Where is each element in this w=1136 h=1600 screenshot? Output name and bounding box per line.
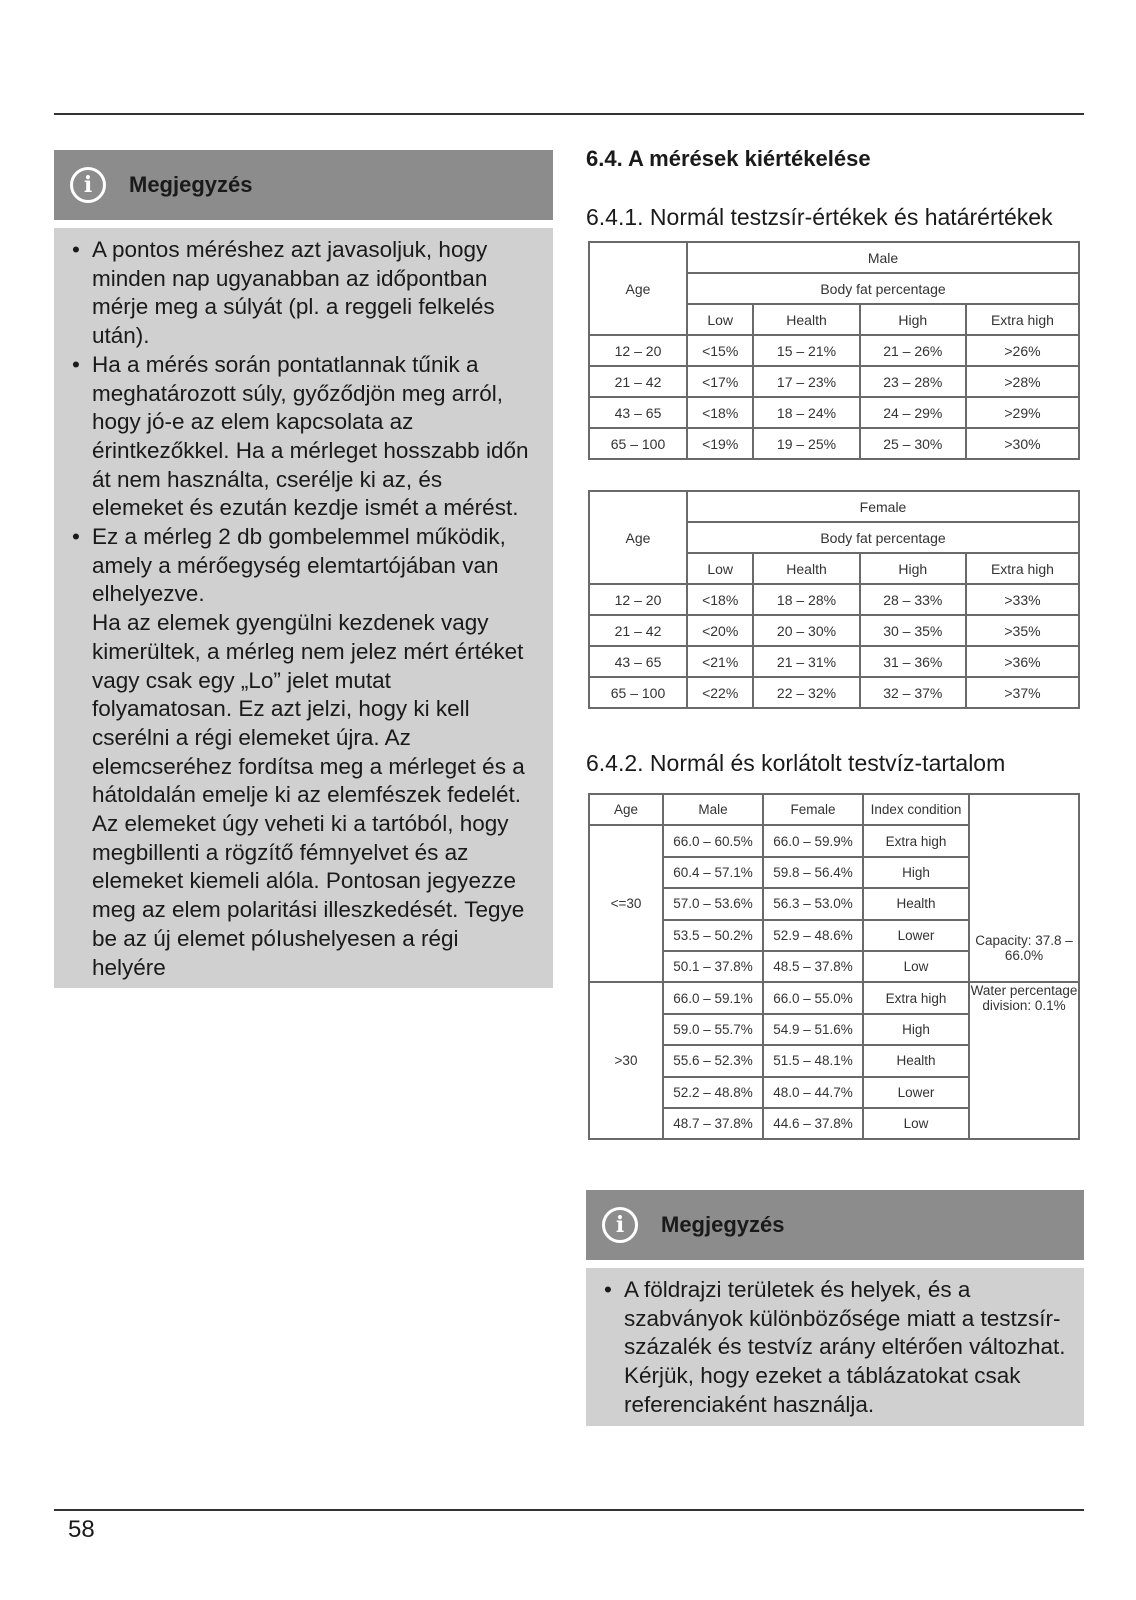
- table-header-age: Age: [589, 242, 687, 335]
- table-cell: <20%: [687, 615, 753, 646]
- table-header-bfp: Body fat percentage: [687, 273, 1079, 304]
- table-cell: 66.0 – 59.9%: [763, 825, 863, 856]
- table-cell: 25 – 30%: [860, 428, 966, 459]
- list-item: [72, 523, 535, 982]
- table-cell: >37%: [966, 677, 1079, 708]
- table-cell: 23 – 28%: [860, 366, 966, 397]
- table-cell: >33%: [966, 584, 1079, 615]
- table-cell: 21 – 42: [589, 615, 687, 646]
- list-item: • A pontos méréshez azt javasoljuk, hogy minden nap ugyanabban az időpontban mérje meg a súlyát (pl. a reggeli felkelés után).: [72, 236, 535, 351]
- table-row: [589, 584, 1079, 615]
- table-cell: 48.7 – 37.8%: [663, 1108, 763, 1139]
- subsection-title-water: 6.4.2. Normál és korlátolt testvíz-tartalom: [586, 750, 1006, 776]
- table-row: [589, 366, 1079, 397]
- table-cell: 48.5 – 37.8%: [763, 951, 863, 982]
- table-row: [589, 335, 1079, 366]
- table-cell: >36%: [966, 646, 1079, 677]
- table-header-low: Low: [687, 553, 753, 584]
- bottom-rule: [54, 1509, 1084, 1511]
- note-header: [586, 1190, 1084, 1260]
- table-cell: 55.6 – 52.3%: [663, 1045, 763, 1076]
- table-header-age: Age: [589, 491, 687, 584]
- table-row: [589, 677, 1079, 708]
- table-cell: <17%: [687, 366, 753, 397]
- age-group-cell: <=30: [589, 825, 663, 982]
- table-cell: <19%: [687, 428, 753, 459]
- table-header-high: High: [860, 553, 966, 584]
- table-cell: 48.0 – 44.7%: [763, 1077, 863, 1108]
- table-row: [589, 428, 1079, 459]
- list-item-text: Ha az elemek gyengülni kezdenek vagy kimerültek, a mérleg nem jelez mért értéket vagy csak egy „Lo” jelet mutat folyamatosan. Ez azt jelzi, hogy ki kell cserélni a régi elemeket újra. Az elemcseréhez fordítsa meg a mérleget és a hátoldalán emelje ki az elemfészek fedelét. Az elemeket úgy veheti ki a tartóból, hogy megbillenti a rögzítő fémnyelvet és az elemeket kiemeli alóla. Pontosan jegyezze meg az elem polaritási illeszkedését. Tegye be az új elemet póIushelyesen a régi helyére: [92, 610, 525, 980]
- table-cell: 18 – 28%: [753, 584, 859, 615]
- table-cell: 17 – 23%: [753, 366, 859, 397]
- table-cell: 28 – 33%: [860, 584, 966, 615]
- note-box-left: [54, 150, 553, 988]
- table-cell: >28%: [966, 366, 1079, 397]
- body-water-table: [588, 793, 1080, 1140]
- table-cell: >26%: [966, 335, 1079, 366]
- note-body: [54, 228, 553, 988]
- table-cell: 66.0 – 55.0%: [763, 982, 863, 1013]
- table-cell: 43 – 65: [589, 397, 687, 428]
- division-cell: Water percentage division: 0.1%: [969, 982, 1079, 1139]
- table-header-index: Index condition: [863, 794, 969, 825]
- table-cell: Lower: [863, 1077, 969, 1108]
- note-list: [604, 1276, 1066, 1420]
- note-box-right: [586, 1190, 1084, 1426]
- table-cell: Low: [863, 951, 969, 982]
- table-cell: 20 – 30%: [753, 615, 859, 646]
- list-item-text: • Ez a mérleg 2 db gombelemmel működik, amely a mérőegység elemtartójában van elhelyezve.: [92, 524, 506, 607]
- table-cell: Extra high: [863, 825, 969, 856]
- info-icon: i: [70, 167, 106, 203]
- table-cell: 21 – 31%: [753, 646, 859, 677]
- note-heading: Megjegyzés: [129, 172, 253, 197]
- table-cell: 31 – 36%: [860, 646, 966, 677]
- table-row: [589, 646, 1079, 677]
- table-cell: <21%: [687, 646, 753, 677]
- male-bodyfat-table: [588, 241, 1080, 460]
- table-cell: 12 – 20: [589, 584, 687, 615]
- top-rule: [54, 113, 1084, 115]
- table-header-male: Male: [663, 794, 763, 825]
- table-row: [589, 397, 1079, 428]
- table-cell: >35%: [966, 615, 1079, 646]
- table-cell: >30%: [966, 428, 1079, 459]
- table-cell: 57.0 – 53.6%: [663, 888, 763, 919]
- table-cell: 65 – 100: [589, 677, 687, 708]
- table-row: [589, 615, 1079, 646]
- note-body: [586, 1268, 1084, 1426]
- table-cell: 30 – 35%: [860, 615, 966, 646]
- note-list: [72, 236, 535, 982]
- table-cell: 52.2 – 48.8%: [663, 1077, 763, 1108]
- table-cell: 60.4 – 57.1%: [663, 857, 763, 888]
- table-cell: 56.3 – 53.0%: [763, 888, 863, 919]
- table-header-high: High: [860, 304, 966, 335]
- table-header-gender: Male: [687, 242, 1079, 273]
- table-cell: <18%: [687, 397, 753, 428]
- table-cell: 66.0 – 59.1%: [663, 982, 763, 1013]
- table-header-extra-high: Extra high: [966, 553, 1079, 584]
- table-cell: 43 – 65: [589, 646, 687, 677]
- capacity-cell: Capacity: 37.8 – 66.0%: [969, 794, 1079, 982]
- table-cell: 65 – 100: [589, 428, 687, 459]
- list-item: • Ha a mérés során pontatlannak tűnik a meghatározott súly, győződjön meg arról, hogy jó-e az elem kapcsolata az érintkezőkkel. Ha a mérleget hosszabb időn át nem használta, cserélje ki az, és elemeket és ezután kezdje ismét a mérést.: [72, 351, 535, 523]
- table-cell: Health: [863, 888, 969, 919]
- table-cell: Low: [863, 1108, 969, 1139]
- table-cell: 21 – 26%: [860, 335, 966, 366]
- info-icon: i: [602, 1207, 638, 1243]
- table-cell: Extra high: [863, 982, 969, 1013]
- table-cell: Health: [863, 1045, 969, 1076]
- table-header-extra-high: Extra high: [966, 304, 1079, 335]
- table-header-health: Health: [753, 304, 859, 335]
- table-row: [589, 982, 1079, 1013]
- female-bodyfat-table: [588, 490, 1080, 709]
- table-cell: 54.9 – 51.6%: [763, 1014, 863, 1045]
- table-cell: 21 – 42: [589, 366, 687, 397]
- table-cell: 52.9 – 48.6%: [763, 920, 863, 951]
- table-cell: <18%: [687, 584, 753, 615]
- table-cell: 19 – 25%: [753, 428, 859, 459]
- table-cell: >29%: [966, 397, 1079, 428]
- table-cell: 24 – 29%: [860, 397, 966, 428]
- table-header-bfp: Body fat percentage: [687, 522, 1079, 553]
- page-number: 58: [68, 1516, 95, 1543]
- note-header: [54, 150, 553, 220]
- table-cell: 59.0 – 55.7%: [663, 1014, 763, 1045]
- table-cell: 15 – 21%: [753, 335, 859, 366]
- table-header-low: Low: [687, 304, 753, 335]
- table-cell: 66.0 – 60.5%: [663, 825, 763, 856]
- list-item: • A földrajzi területek és helyek, és a szabványok különbözősége miatt a testzsír-százalék és testvíz arány eltérően változhat. Kérjük, hogy ezeket a táblázatokat csak referenciaként használja.: [604, 1276, 1066, 1420]
- table-header-health: Health: [753, 553, 859, 584]
- table-cell: 50.1 – 37.8%: [663, 951, 763, 982]
- table-cell: 12 – 20: [589, 335, 687, 366]
- table-cell: 18 – 24%: [753, 397, 859, 428]
- table-cell: <22%: [687, 677, 753, 708]
- table-cell: High: [863, 1014, 969, 1045]
- note-heading: Megjegyzés: [661, 1212, 785, 1237]
- section-title: 6.4. A mérések kiértékelése: [586, 146, 871, 171]
- table-cell: 51.5 – 48.1%: [763, 1045, 863, 1076]
- table-cell: High: [863, 857, 969, 888]
- table-cell: <15%: [687, 335, 753, 366]
- table-cell: Lower: [863, 920, 969, 951]
- table-header-gender: Female: [687, 491, 1079, 522]
- age-group-cell: >30: [589, 982, 663, 1139]
- table-header-age: Age: [589, 794, 663, 825]
- table-cell: 53.5 – 50.2%: [663, 920, 763, 951]
- table-cell: 44.6 – 37.8%: [763, 1108, 863, 1139]
- table-header-female: Female: [763, 794, 863, 825]
- table-cell: 22 – 32%: [753, 677, 859, 708]
- table-cell: 59.8 – 56.4%: [763, 857, 863, 888]
- subsection-title-bodyfat: 6.4.1. Normál testzsír-értékek és határértékek: [586, 204, 1053, 230]
- table-cell: 32 – 37%: [860, 677, 966, 708]
